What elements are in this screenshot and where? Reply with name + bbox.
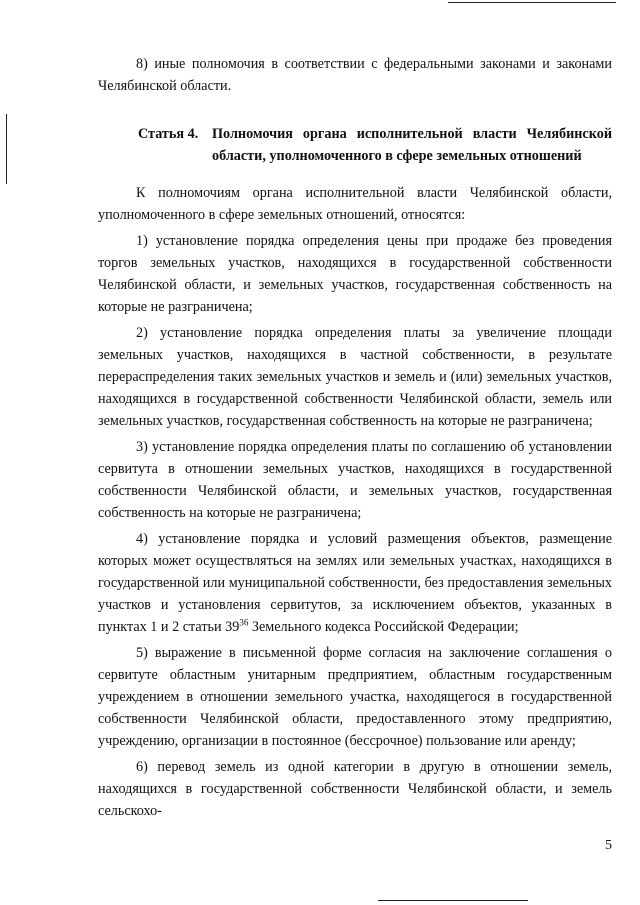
list-item-4-text-end: Земельного кодекса Российской Федерации; (248, 619, 519, 635)
list-item-1: 1) установление порядка определения цены при продаже без проведения торгов земельных участков, находящихся в государственной собственности Челябинской области, и земельных участков, государственная собственность на которые не разграничена; (98, 233, 612, 315)
top-paragraph (98, 53, 612, 97)
list-item-4-text: 4) установление порядка и условий размещения объектов, размещение которых может осуществляться на землях или земельных участках, находящихся в государственной или муниципальной собственности, без предоставления земельных участков и установления сервитутов, за исключением объектов, указанных в пунктах 1 и 2 статьи 39 (98, 531, 612, 635)
list-item-4 (98, 528, 612, 638)
scan-artifact-left-margin-line (6, 114, 7, 184)
list-item-4-superscript: 36 (239, 617, 249, 628)
list-item-6: 6) перевод земель из одной категории в другую в отношении земель, находящихся в государственной собственности Челябинской области, и земель сельскохо- (98, 759, 612, 819)
page-number: 5 (605, 838, 612, 853)
article-title: Полномочия органа исполнительной власти Челябинской области, уполномоченного в сфере земельных отношений (212, 126, 612, 164)
list-item-2: 2) установление порядка определения платы за увеличение площади земельных участков, находящихся в частной собственности, в результате перераспределения таких земельных участков и земель и (или) земельных участков, находящихся в государственной собственности Челябинской области, земель или земельных участков, государственная собственность на которые не разграничена; (98, 325, 612, 429)
scan-artifact-bottom-line (378, 900, 528, 901)
list-item-3: 3) установление порядка определения платы по соглашению об установлении сервитута в отношении земельных участков, находящихся в государственной собственности Челябинской области, и земельных участков, государственная собственность на которые не разграничена; (98, 439, 612, 521)
paragraph-8: 8) иные полномочия в соответствии с федеральными законами и законами Челябинской области. (98, 56, 612, 94)
article-body (98, 182, 612, 822)
article-heading (138, 123, 612, 167)
article-number: Статья 4. (138, 126, 199, 142)
list-item-5: 5) выражение в письменной форме согласия на заключение соглашения о сервитуте областным унитарным предприятием, областным государственным учреждением в отношении земельного участка, находящегося в государственной собственности Челябинской области, предоставленного этому предприятию, учреждению, организации в постоянное (бессрочное) пользование или аренду; (98, 645, 612, 749)
scan-artifact-top-line (448, 2, 616, 3)
intro-paragraph: К полномочиям органа исполнительной власти Челябинской области, уполномоченного в сфере земельных отношений, относятся: (98, 185, 612, 223)
